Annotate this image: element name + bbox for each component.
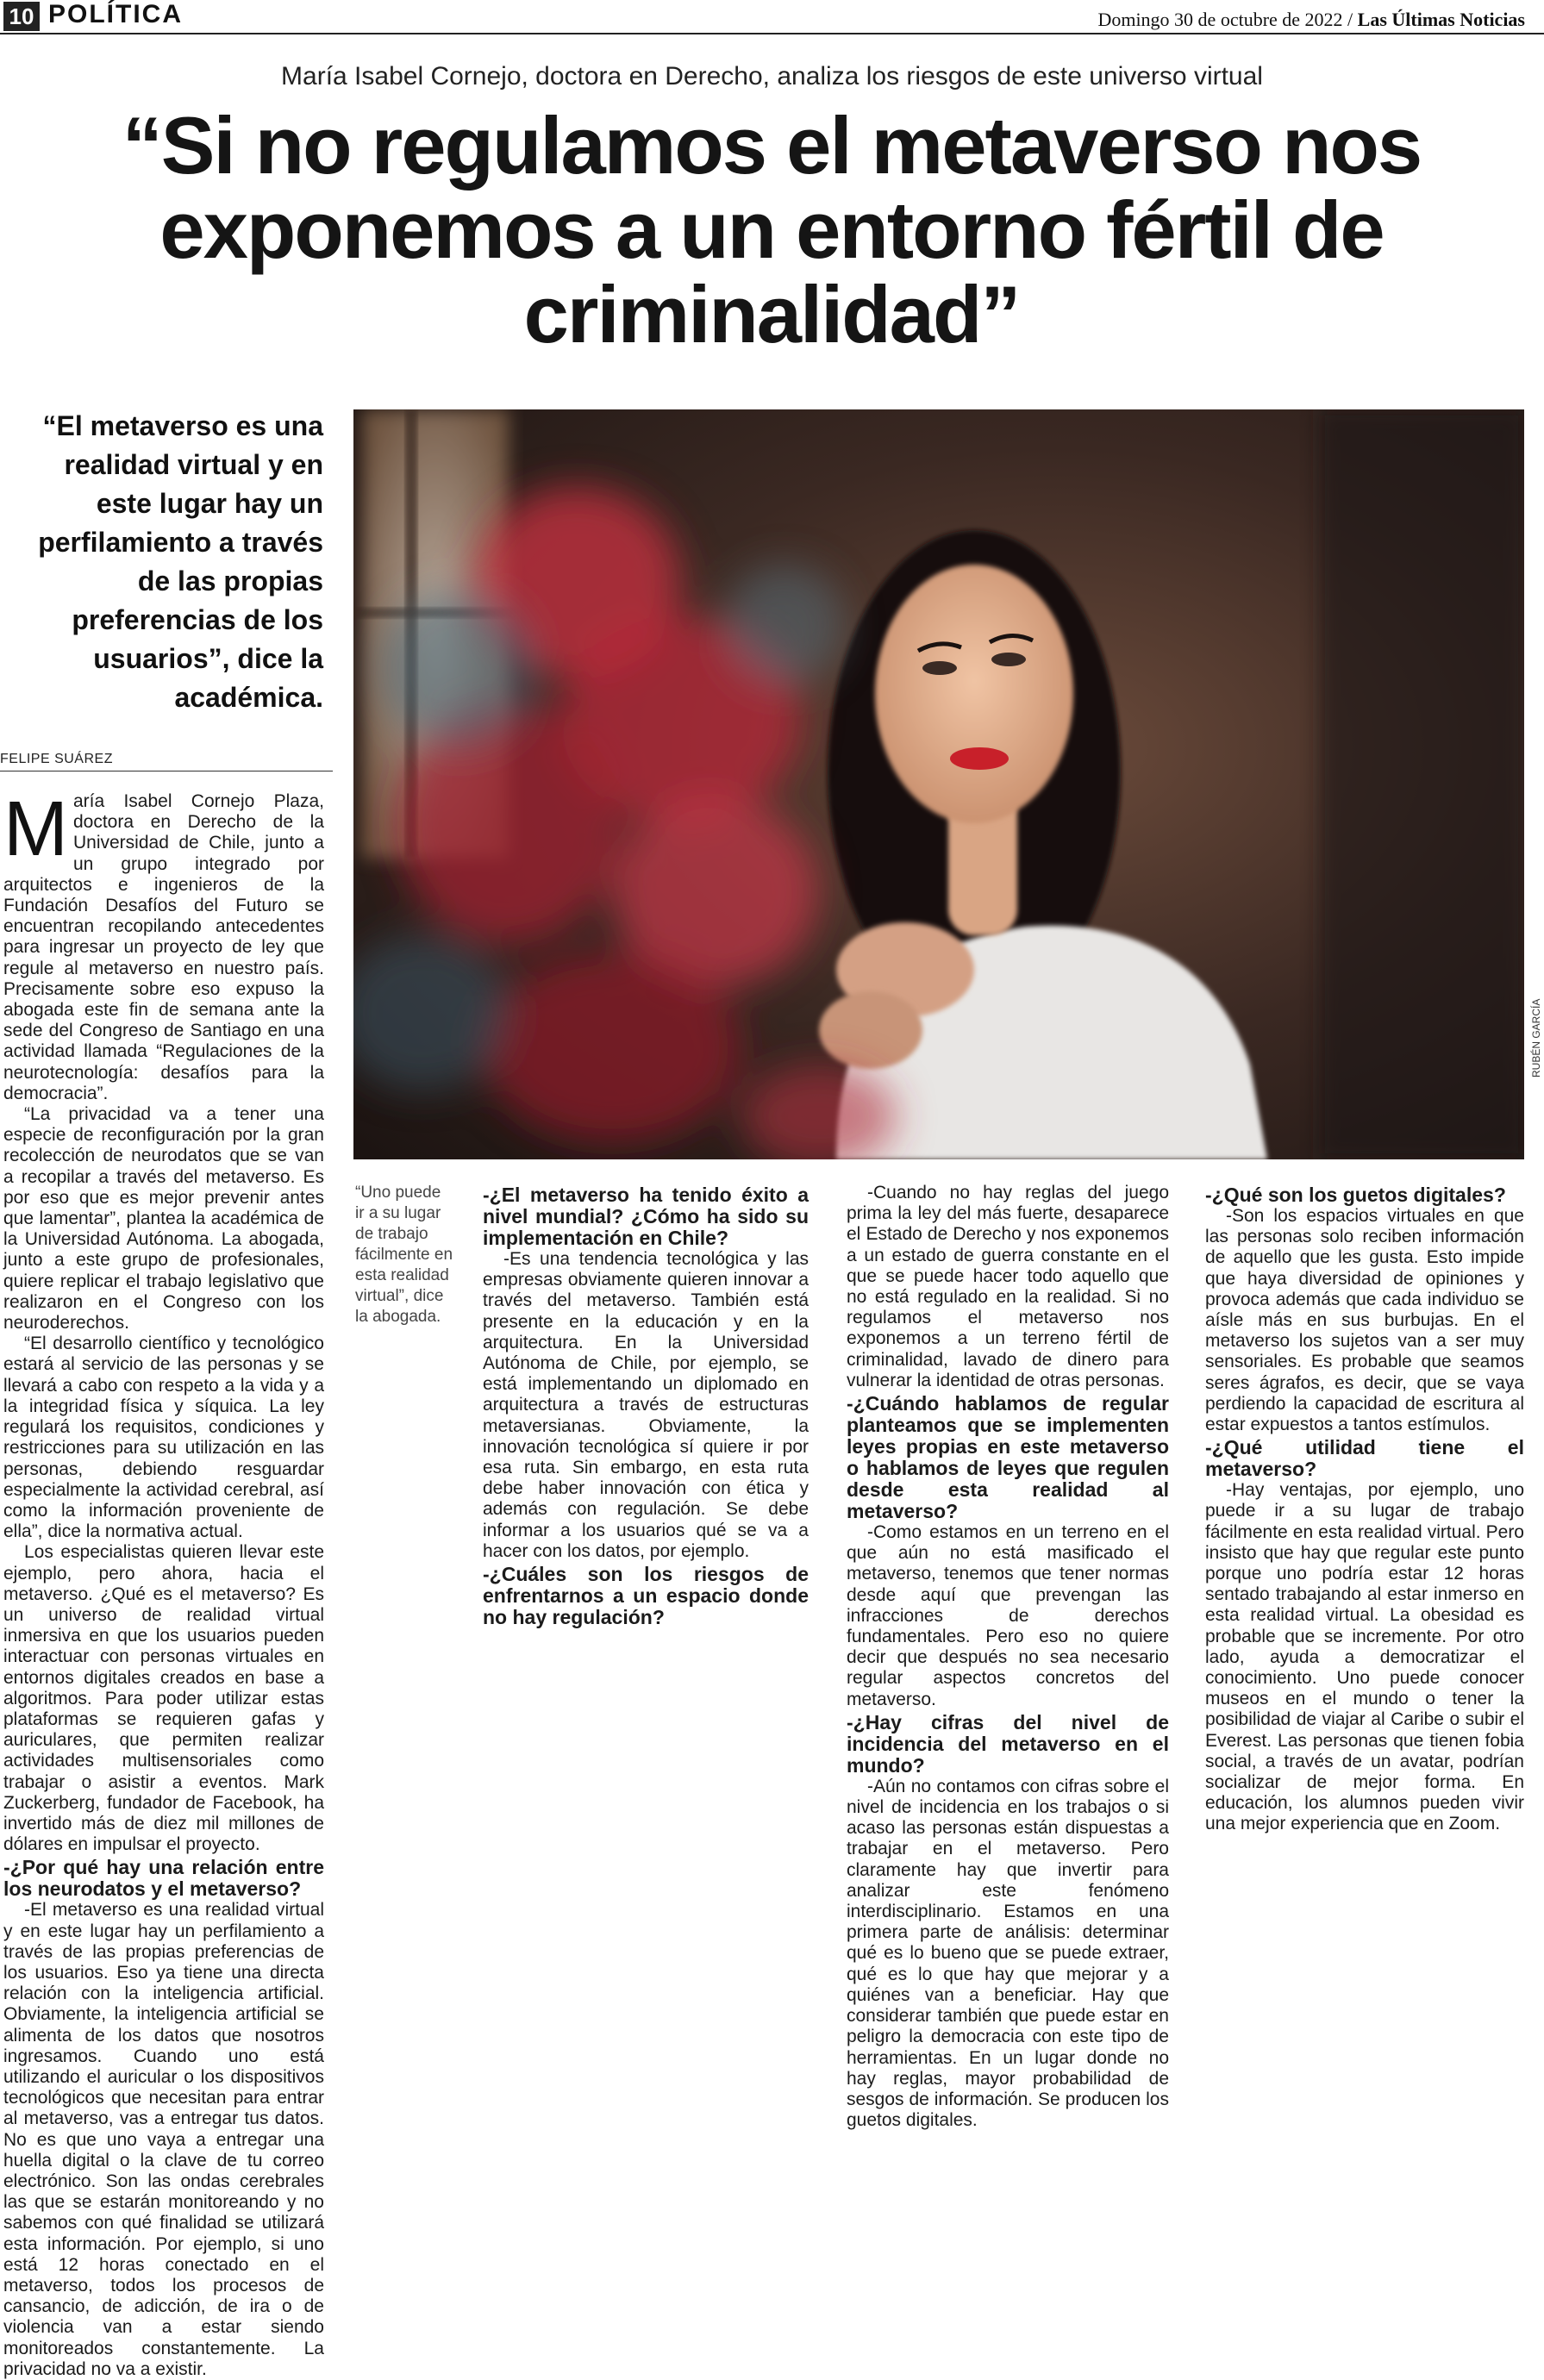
issue-date: Domingo 30 de octubre de 2022 / [1097,9,1353,30]
pull-quote: “El metaverso es una realidad virtual y en este lugar hay un perfilamiento a través de las propias preferencias de los usuarios”, dice la académica. [38,410,323,713]
headline: “Si no regulamos el metaverso nos exponemos a un entorno fértil de criminalidad” [122,100,1422,359]
publication-name: Las Últimas Noticias [1357,9,1525,30]
byline: FELIPE SUÁREZ [0,752,113,766]
dateline [1097,9,1525,31]
body-paragraph: “La privacidad va a tener una especie de reconfiguración por la gran recolección de neurodatos que se van a recopilar a través del metaverso. Es por eso que es mejor prevenir antes que lamentar”, plantea la académica de la Universidad Autónoma. La abogada, junto a este grupo de profesionales, quiere replicar el trabajo legislativo que realizaron en el Congreso con los neuroderechos. [3,1104,324,1334]
header-rule [0,33,1544,34]
body-column-3 [847,1183,1169,2131]
body-column-2 [483,1183,809,1628]
interview-question: -¿Por qué hay una relación entre los neurodatos y el metaverso? [3,1856,324,1901]
body-column-4 [1205,1183,1524,1835]
body-paragraph [3,786,324,1104]
interview-question: -¿Qué son los guetos digitales? [1205,1184,1506,1206]
body-paragraph: Los especialistas quieren llevar este ejemplo, pero ahora, hacia el metaverso. ¿Qué es el metaverso? Es un universo de realidad virtual inmersiva en que los usuarios pueden interactuar con personas virtuales en entornos digitales creados en base a algoritmos. Para poder utilizar estas plataformas se requieren gafas y auriculares, que permiten realizar actividades multisensoriales como trabajar o asistir a eventos. Mark Zuckerberg, fundador de Facebook, ha invertido más de diez mil millones de dólares en impulsar el proyecto. [3,1542,324,1855]
interview-answer: -Cuando no hay reglas del juego prima la ley del más fuerte, desaparece el Estado de Derecho y nos exponemos a un estado de guerra constante en el que se puede hacer todo aquello que no está regulado en la realidad. Si no regulamos el metaverso nos exponemos a un terreno fértil de criminalidad, lavado de dinero para vulnerar la identidad de otras personas. [847,1183,1169,1390]
interview-answer: -Es una tendencia tecnológica y las empresas obviamente quieren innovar a través del metaverso. También está presente en la educación y en la arquitectura. En la Universidad Autónoma de Chile, por ejemplo, se está implementando un diplomado en arquitectura a través de estructuras metaversianas. Obviamente, la innovación tecnológica sí quiere ir por esa ruta. Sin embargo, en esta ruta debe haber innovación con ética y además con regulación. Se debe informar a los usuarios qué se va a hacer con los datos, por ejemplo. [483,1249,809,1561]
interview-question: -¿El metaverso ha tenido éxito a nivel mundial? ¿Cómo ha sido su implementación en Chile? [483,1184,809,1249]
interview-answer: -El metaverso es una realidad virtual y en este lugar hay un perfilamiento a través de las propias preferencias de los usuarios. Eso ya tiene una directa relación con la inteligencia artificial. Obviamente, la inteligencia artificial se alimenta de los datos que nosotros ingresamos. Cuando uno está utilizando el auricular o los dispositivos tecnológicos que necesitan para entrar al metaverso, vas a entregar tus datos. No es que uno vaya a entregar una huella digital o la clave de tu correo electrónico. Son las ondas cerebrales las que se estarán monitoreando y no sabemos con qué finalidad se utilizará esta información. Por ejemplo, si uno está 12 horas conectado en el metaverso, todos los procesos de cansancio, de adicción, de ira o de violencia van a estar siendo monitoreados constantemente. La privacidad no va a existir. [3,1900,324,2379]
article-photo [353,409,1524,1159]
section-title: POLÍTICA [48,0,183,28]
interview-answer: -Aún no contamos con cifras sobre el nivel de incidencia en los trabajos o si acaso las personas están dispuestas a trabajar en el metaverso. Pero claramente hay que invertir para analizar este fenómeno interdisciplinario. Estamos en una primera parte de análisis: determinar qué es lo bueno que se puede extraer, qué es lo que hay que mejorar y a quiénes van a beneficiar. Hay que considerar también que puede estar en peligro la democracia con este tipo de herramientas. En un lugar donde no hay reglas, mayor probabilidad de sesgos de información. Se producen los guetos digitales. [847,1776,1169,2131]
interview-answer: -Hay ventajas, por ejemplo, uno puede ir a su lugar de trabajo fácilmente en esta realidad virtual. Pero insisto que hay que regular este punto porque uno podría estar 12 horas sentado trabajando al estar inmerso en esta realidad virtual. La obesidad es probable que se incremente. Por otro lado, ayuda a democratizar el conocimiento. Uno puede conocer museos en el mundo o tener la posibilidad de viajar al Caribe o subir el Everest. Las personas que tienen fobia social, a través de un avatar, podrían socializar de mejor forma. En educación, los alumnos pueden vivir una mejor experiencia que en Zoom. [1205,1480,1524,1834]
page-number: 10 [3,2,40,31]
body-column-1 [3,786,324,2380]
photo-credit: RUBÉN GARCÍA [1530,998,1542,1078]
interview-question: -¿Qué utilidad tiene el metaverso? [1205,1436,1524,1481]
side-quote: “Uno puede ir a su lugar de trabajo fácilmente en esta realidad virtual”, dice la abogada. [355,1184,453,1326]
drop-cap: M [3,786,68,872]
interview-question: -¿Hay cifras del nivel de incidencia del metaverso en el mundo? [847,1710,1169,1777]
lead-paragraph: aría Isabel Cornejo Plaza, doctora en Derecho de la Universidad de Chile, junto a un grupo integrado por arquitectos e ingenieros de la Fundación Desafíos del Futuro se encuentran recopilando antecedentes para ingresar un proyecto de ley que regule al metaverso en nuestro país. Precisamente sobre eso expuso la abogada este fin de semana ante la sede del Congreso de Santiago en una actividad llamada “Regulaciones de la neurotecnología: desafíos para la democracia”. [3,791,324,1103]
body-paragraph: “El desarrollo científico y tecnológico estará al servicio de las personas y se llevará a cabo con respeto a la vida y a la integridad física y síquica. La ley regulará los requisitos, condiciones y restricciones para su utilización en las personas, debiendo resguardar especialmente la actividad cerebral, así como la información proveniente de ella”, dice la normativa actual. [3,1334,324,1542]
interview-question: -¿Cuándo hablamos de regular planteamos que se implementen leyes propias en este metaverso o hablamos de leyes que regulen desde esta realidad al metaverso? [847,1392,1169,1523]
interview-question: -¿Cuáles son los riesgos de enfrentarnos a un espacio donde no hay regulación? [483,1563,809,1629]
kicker: María Isabel Cornejo, doctora en Derecho, analiza los riesgos de este universo virtual [281,62,1263,91]
interview-answer: -Como estamos en un terreno en el que aún no está masificado el metaverso, tenemos que tener normas desde aquí que prevengan las infracciones de derechos fundamentales. Pero eso no quiere decir que después no sea necesario regular aspectos concretos del metaverso. [847,1522,1169,1709]
portrait-illustration [353,409,1524,1159]
interview-answer: -Son los espacios virtuales en que las personas solo reciben información de aquello que les gusta. Esto impide que haya diversidad de opiniones y provoca además que cada individuo se aísle más en sus burbujas. En el metaverso los sujetos van a ser muy sensoriales. Es probable que seamos seres ágrafos, es decir, que se vaya perdiendo la capacidad de escritura al estar expuestos a tantos estímulos. [1205,1206,1524,1435]
